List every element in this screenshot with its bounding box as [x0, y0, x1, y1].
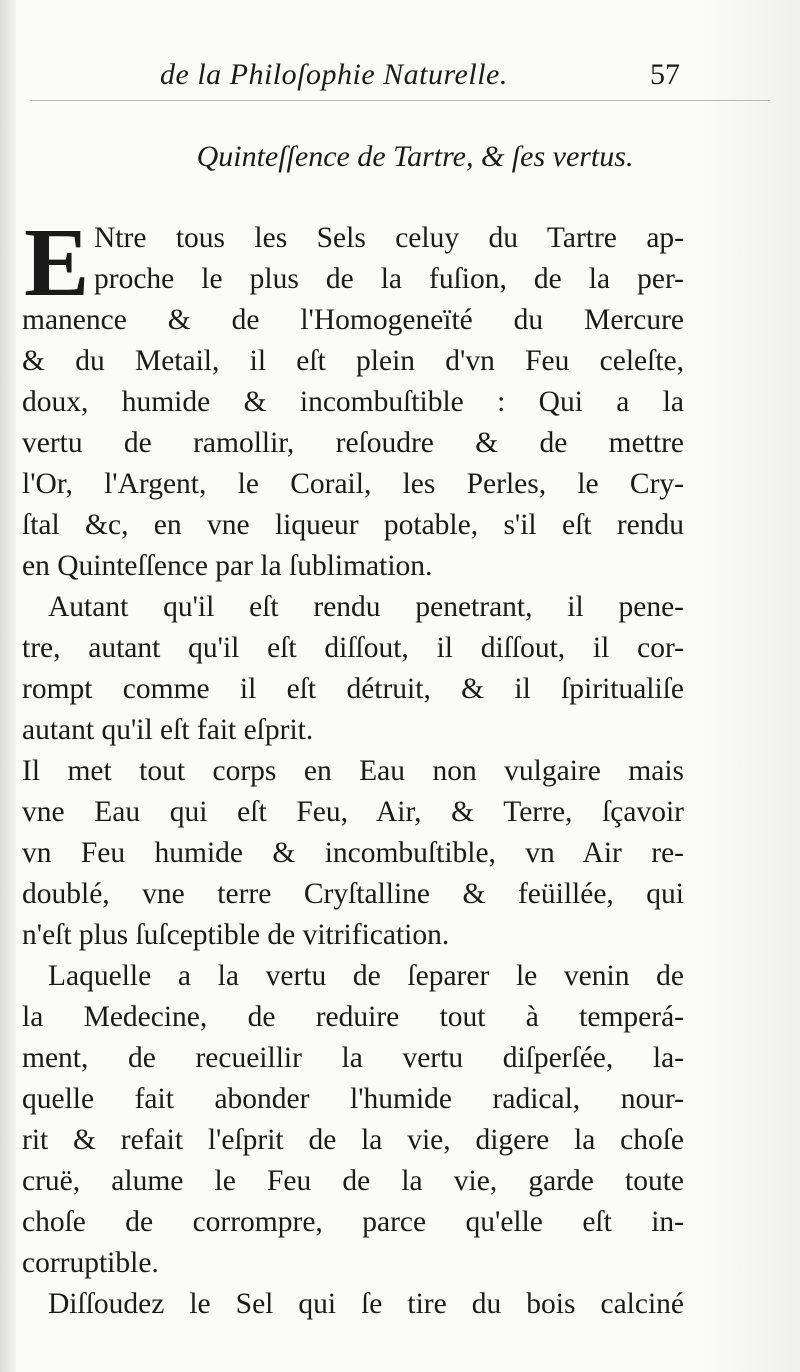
text-line: cruë, alume le Feu de la vie, garde toute: [22, 1165, 684, 1197]
text-line: doux, humide & incombuſtible : Qui a la: [22, 386, 684, 418]
running-title: de la Philoſophie Naturelle.: [160, 58, 508, 91]
text-line: & du Metail, il eſt plein d'vn Feu celeſte,: [22, 345, 684, 377]
page-gutter-shadow: [0, 0, 16, 1372]
page-number: 57: [650, 58, 680, 91]
paragraph-5: [22, 1284, 684, 1325]
body-text: [22, 209, 684, 1325]
text-line: manence & de l'Homogeneïté du Mercure: [22, 304, 684, 336]
text-line: Ntre tous les Sels celuy du Tartre ap-: [94, 222, 684, 254]
text-line: proche le plus de la fuſion, de la per-: [94, 263, 684, 295]
text-line: choſe de corrompre, parce qu'elle eſt in-: [22, 1206, 684, 1238]
text-line: Diſſoudez le Sel qui ſe tire du bois calciné: [48, 1288, 684, 1320]
text-line: ment, de recueillir la vertu diſperſée, la-: [22, 1042, 684, 1074]
paragraph-4: [22, 956, 684, 1284]
drop-cap: E: [24, 209, 90, 317]
text-line: rompt comme il eſt détruit, & il ſpiritualiſe: [22, 673, 684, 705]
text-line: l'Or, l'Argent, le Corail, les Perles, le Cry-: [22, 468, 684, 500]
text-line: vertu de ramollir, reſoudre & de mettre: [22, 427, 684, 459]
text-line: doublé, vne terre Cryſtalline & feüillée, qui: [22, 878, 684, 910]
text-line: en Quinteſſence par la ſublimation.: [22, 550, 433, 582]
text-line: vne Eau qui eſt Feu, Air, & Terre, ſçavoir: [22, 796, 684, 828]
page-edge-shadow: [700, 0, 800, 1372]
text-line: Il met tout corps en Eau non vulgaire mais: [22, 755, 684, 787]
text-line: rit & refait l'eſprit de la vie, digere la choſe: [22, 1124, 684, 1156]
paragraph-1: [22, 209, 684, 587]
text-line: Laquelle a la vertu de ſeparer le venin de: [48, 960, 684, 992]
header-rule: [30, 100, 770, 101]
text-line: Autant qu'il eſt rendu penetrant, il pene-: [48, 591, 684, 623]
text-line: autant qu'il eſt fait eſprit.: [22, 714, 314, 746]
page-header: [160, 58, 680, 102]
paragraph-2: [22, 587, 684, 751]
text-line: n'eſt plus ſuſceptible de vitrification.: [22, 919, 450, 951]
text-line: vn Feu humide & incombuſtible, vn Air re-: [22, 837, 684, 869]
text-line: ſtal &c, en vne liqueur potable, s'il eſt rendu: [22, 509, 684, 541]
text-line: la Medecine, de reduire tout à temperá-: [22, 1001, 684, 1033]
text-line: tre, autant qu'il eſt diſſout, il diſſout, il cor-: [22, 632, 684, 664]
text-line: quelle fait abonder l'humide radical, nour-: [22, 1083, 684, 1115]
text-line: corruptible.: [22, 1247, 159, 1279]
section-title: Quinteſſence de Tartre, & ſes vertus.: [196, 140, 634, 173]
paragraph-3: [22, 751, 684, 956]
